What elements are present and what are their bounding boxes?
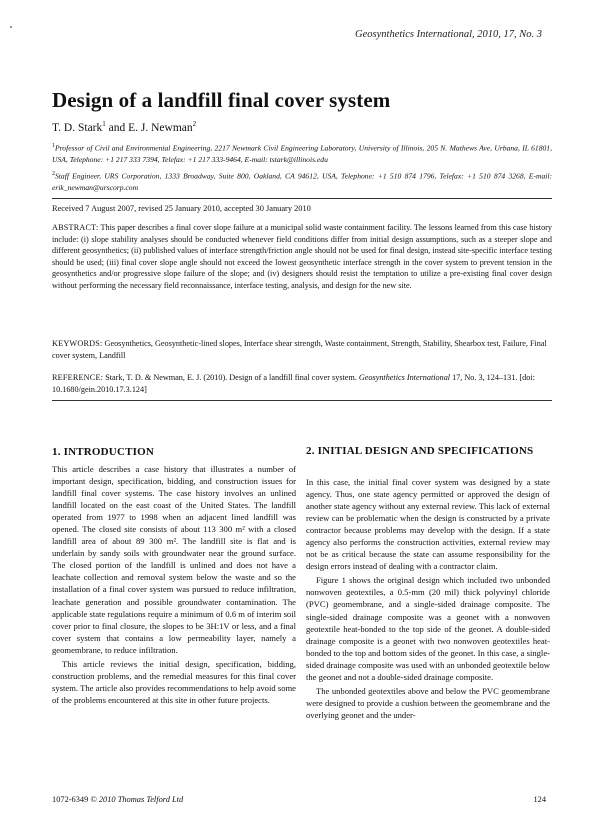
- abstract-label: ABSTRACT:: [52, 223, 99, 232]
- footer-copyright: [52, 795, 183, 804]
- keywords-text: Geosynthetics, Geosynthetic-lined slopes, Interface shear strength, Waste containment, Strength, Stability, Shearbox test, Failure, Final cover system, Landfill: [52, 339, 547, 360]
- divider-rule: [52, 400, 552, 401]
- affiliation: [52, 141, 552, 166]
- affiliation-text: Staff Engineer, URS Corporation, 1333 Broadway, Suite 800, Oakland, CA 94612, USA, Telephone: +1 510 874 1796, Telefax: +1 510 874 3268, E-mail: erik_newman@urscorp.com: [52, 171, 552, 193]
- author-conjunction: and: [105, 121, 129, 134]
- body-paragraph: Figure 1 shows the original design which included two unbonded nonwoven geotextiles, a 0.5-mm (20 mil) thick polyvinyl chloride (PVC) geomembrane, and a single-sided drainage composite. The single-sided drainage composite was a geonet with a nonwoven geotextile heat-bonded to the top side of the geonet. A double-sided drainage composite is a geonet with two nonwoven geotextiles heat-bonded to the top and bottom sides of the geonet. In this case, a single-sided drainage composite was used with an unbonded geotextile below the geonet and not a double-sided drainage composite.: [306, 575, 550, 682]
- scan-speck: [10, 26, 12, 28]
- reference-journal: Geosynthetics International: [358, 373, 451, 382]
- keywords: [52, 338, 552, 361]
- reference-tail: 17, No. 3, 124–131. [doi: 10.1680/gein.2010.17.3.124]: [52, 373, 535, 394]
- column-left: [52, 463, 296, 706]
- affiliation-superscript: 2: [52, 171, 55, 177]
- divider-rule: [52, 198, 552, 199]
- abstract: [52, 222, 552, 291]
- section-heading-introduction: 1. INTRODUCTION: [52, 446, 155, 458]
- author-superscript: 1: [102, 120, 106, 128]
- citation-reference: [52, 372, 552, 395]
- author-line: [52, 120, 196, 134]
- footer-issn: 1072-6349: [52, 795, 89, 804]
- page-number: 124: [533, 795, 546, 804]
- affiliation-text: Professor of Civil and Environmental Engineering, 2217 Newmark Civil Engineering Laboratory, University of Illinois, 205 N. Mathews Ave, Urbana, IL 61801, USA, Telephone: +1 217 333 7394, Telefax: +1 217 333-9464, E-mail: tstark@illinois.edu: [52, 143, 552, 165]
- running-head: Geosynthetics International, 2010, 17, No. 3: [355, 29, 542, 40]
- author-name: E. J. Newman: [128, 121, 193, 134]
- body-paragraph: In this case, the initial final cover system was designed by a state agency. Thus, one state agency permitted or approved the design of another state agency without any external review. This lack of external review can be problematic when the design is constructed by a private contractor because problems may develop with the design. If a state agency also performs the construction activities, external review may not be as critical because the state can assume responsibility for the design errors instead of dealing with a contractor claim.: [306, 477, 550, 572]
- body-paragraph: This article reviews the initial design, specification, bidding, construction problems, and the remedial measures for this final cover system. The article also provides recommendations to help avoid some of the problems encountered at this site in other future projects.: [52, 658, 296, 705]
- keywords-label: KEYWORDS:: [52, 339, 103, 348]
- abstract-text: This paper describes a final cover slope failure at a municipal solid waste containment facility. The lessons learned from this case history include: (i) slope stability analyses should be conducted whenever field conditions differ from initial design assumptions, such as a steeper slope and different geosynthetics; (ii) published values of interface strength/friction angle should not be used for final design, instead site-specific interface testing should be used; (iii) final cover slope angle should not exceed the lowest geosynthetic interface strength in the cover system to prevent tension in the geosynthetics and/or progressive slope failure of the slope; and (iv) designers should resist the temptation to utilize a pre-existing final cover design without performing the necessary field reconnaissance, interface testing, analysis, and design for the new site.: [52, 223, 552, 290]
- affiliation-superscript: 1: [52, 143, 55, 149]
- article-title: Design of a landfill final cover system: [52, 88, 391, 112]
- body-paragraph: This article describes a case history that illustrates a number of important design, specification, bidding, and construction issues for landfill final cover systems. The case history involves an unlined landfill located on the east coast of the United States. The landfill operated from 1977 to 1998 when an adjacent lined landfill was opened. The closed site consists of about 113 300 m² with a closed landfill area of about 89 300 m². The landfill site is flat and is underlain by sandy soils with groundwater near the ground surface. The closed portion of the landfill is unlined and does not have a leachate collection and removal system below the waste and so the installation of a final cover system was pursued to reduce infiltration, leachate generation and possible groundwater contamination. The applicable state regulations require a minimum of 0.6 m of interim soil cover prior to final closure, the slopes to be 3H:1V or less, and a final cover system that contains a low permeability layer, namely a geomembrane, to reduce infiltration.: [52, 464, 296, 655]
- section-heading-initial-design: 2. INITIAL DESIGN AND SPECIFICATIONS: [306, 445, 534, 457]
- column-right: [306, 476, 550, 721]
- affiliation: [52, 169, 552, 194]
- footer-publisher: © 2010 Thomas Telford Ltd: [88, 795, 184, 804]
- author-name: T. D. Stark: [52, 121, 103, 134]
- reference-label: REFERENCE:: [52, 373, 104, 382]
- body-paragraph: The unbonded geotextiles above and below the PVC geomembrane were designed to provide a cushion between the geomembrane and the overlying geonet and the under-: [306, 685, 550, 720]
- received-dates: Received 7 August 2007, revised 25 January 2010, accepted 30 January 2010: [52, 204, 311, 213]
- reference-text: Stark, T. D. & Newman, E. J. (2010). Design of a landfill final cover system.: [103, 373, 359, 382]
- author-superscript: 2: [192, 120, 197, 128]
